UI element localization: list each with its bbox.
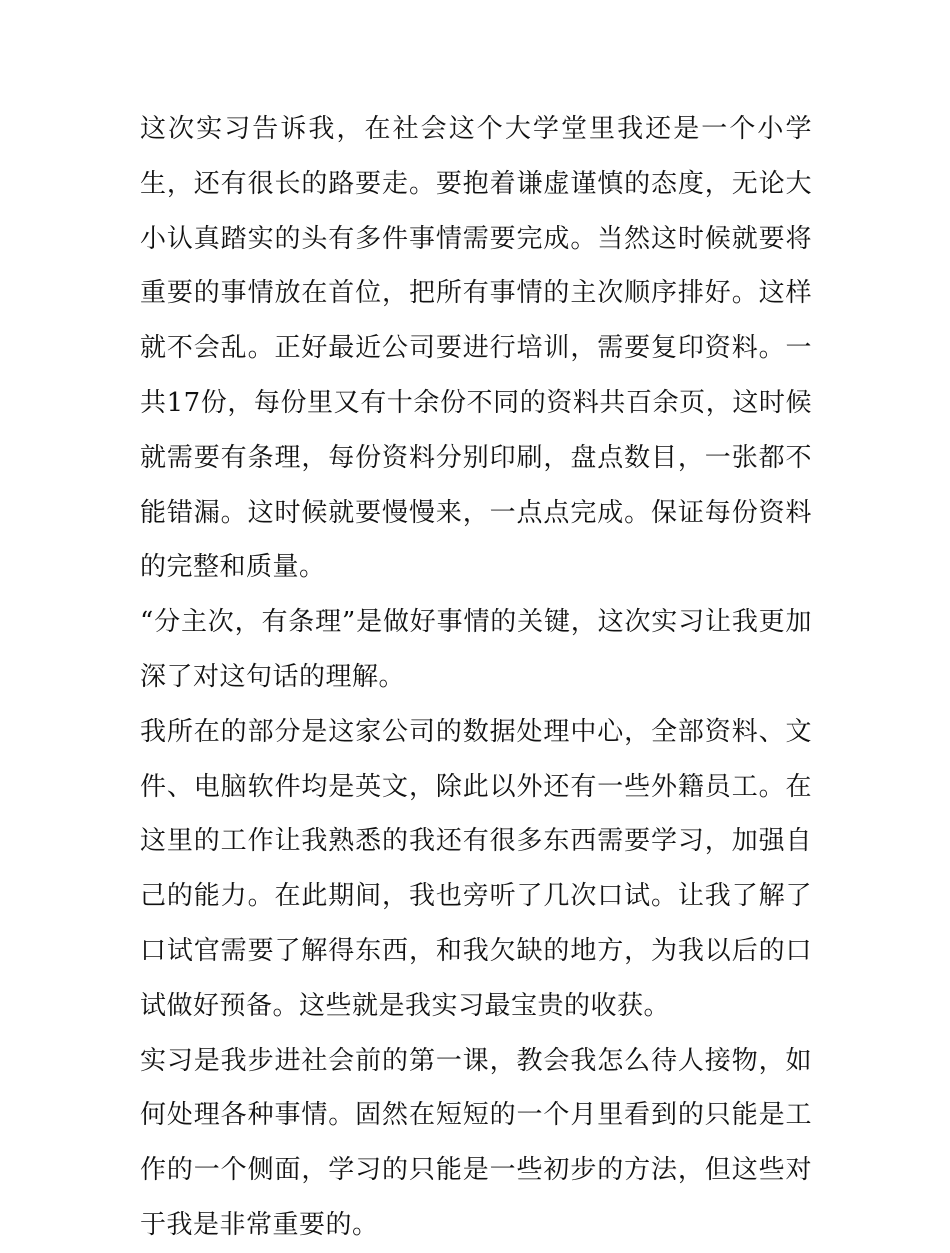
paragraph-4: 实习是我步进社会前的第一课，教会我怎么待人接物，如何处理各种事情。固然在短短的一个月里看到的只能是工作的一个侧面，学习的只能是一些初步的方法，但这些对于我是非常重要的。 — [140, 1045, 812, 1240]
paragraph-3: 我所在的部分是这家公司的数据处理中心，全部资料、文件、电脑软件均是英文，除此以外还有一些外籍员工。在这里的工作让我熟悉的我还有很多东西需要学习，加强自己的能力。在此期间，我也旁听了几次口试。让我了解了口试官需要了解得东西，和我欠缺的地方，为我以后的口试做好预备。这些就是我实习最宝贵的收获。 — [140, 716, 812, 1021]
paragraph-1: 这次实习告诉我，在社会这个大学堂里我还是一个小学生，还有很长的路要走。要抱着谦虚谨慎的态度，无论大小认真踏实的头有多件事情需要完成。当然这时候就要将重要的事情放在首位，把所有事情的主次顺序排好。这样就不会乱。正好最近公司要进行培训，需要复印资料。一共17份，每份里又有十余份不同的资料共百余页，这时候就需要有条理，每份资料分别印刷，盘点数目，一张都不能错漏。这时候就要慢慢来，一点点完成。保证每份资料的完整和质量。 — [140, 114, 812, 583]
paragraph-2: “分主次，有条理”是做好事情的关键，这次实习让我更加深了对这句话的理解。 — [140, 607, 812, 692]
document-body — [140, 102, 812, 1253]
